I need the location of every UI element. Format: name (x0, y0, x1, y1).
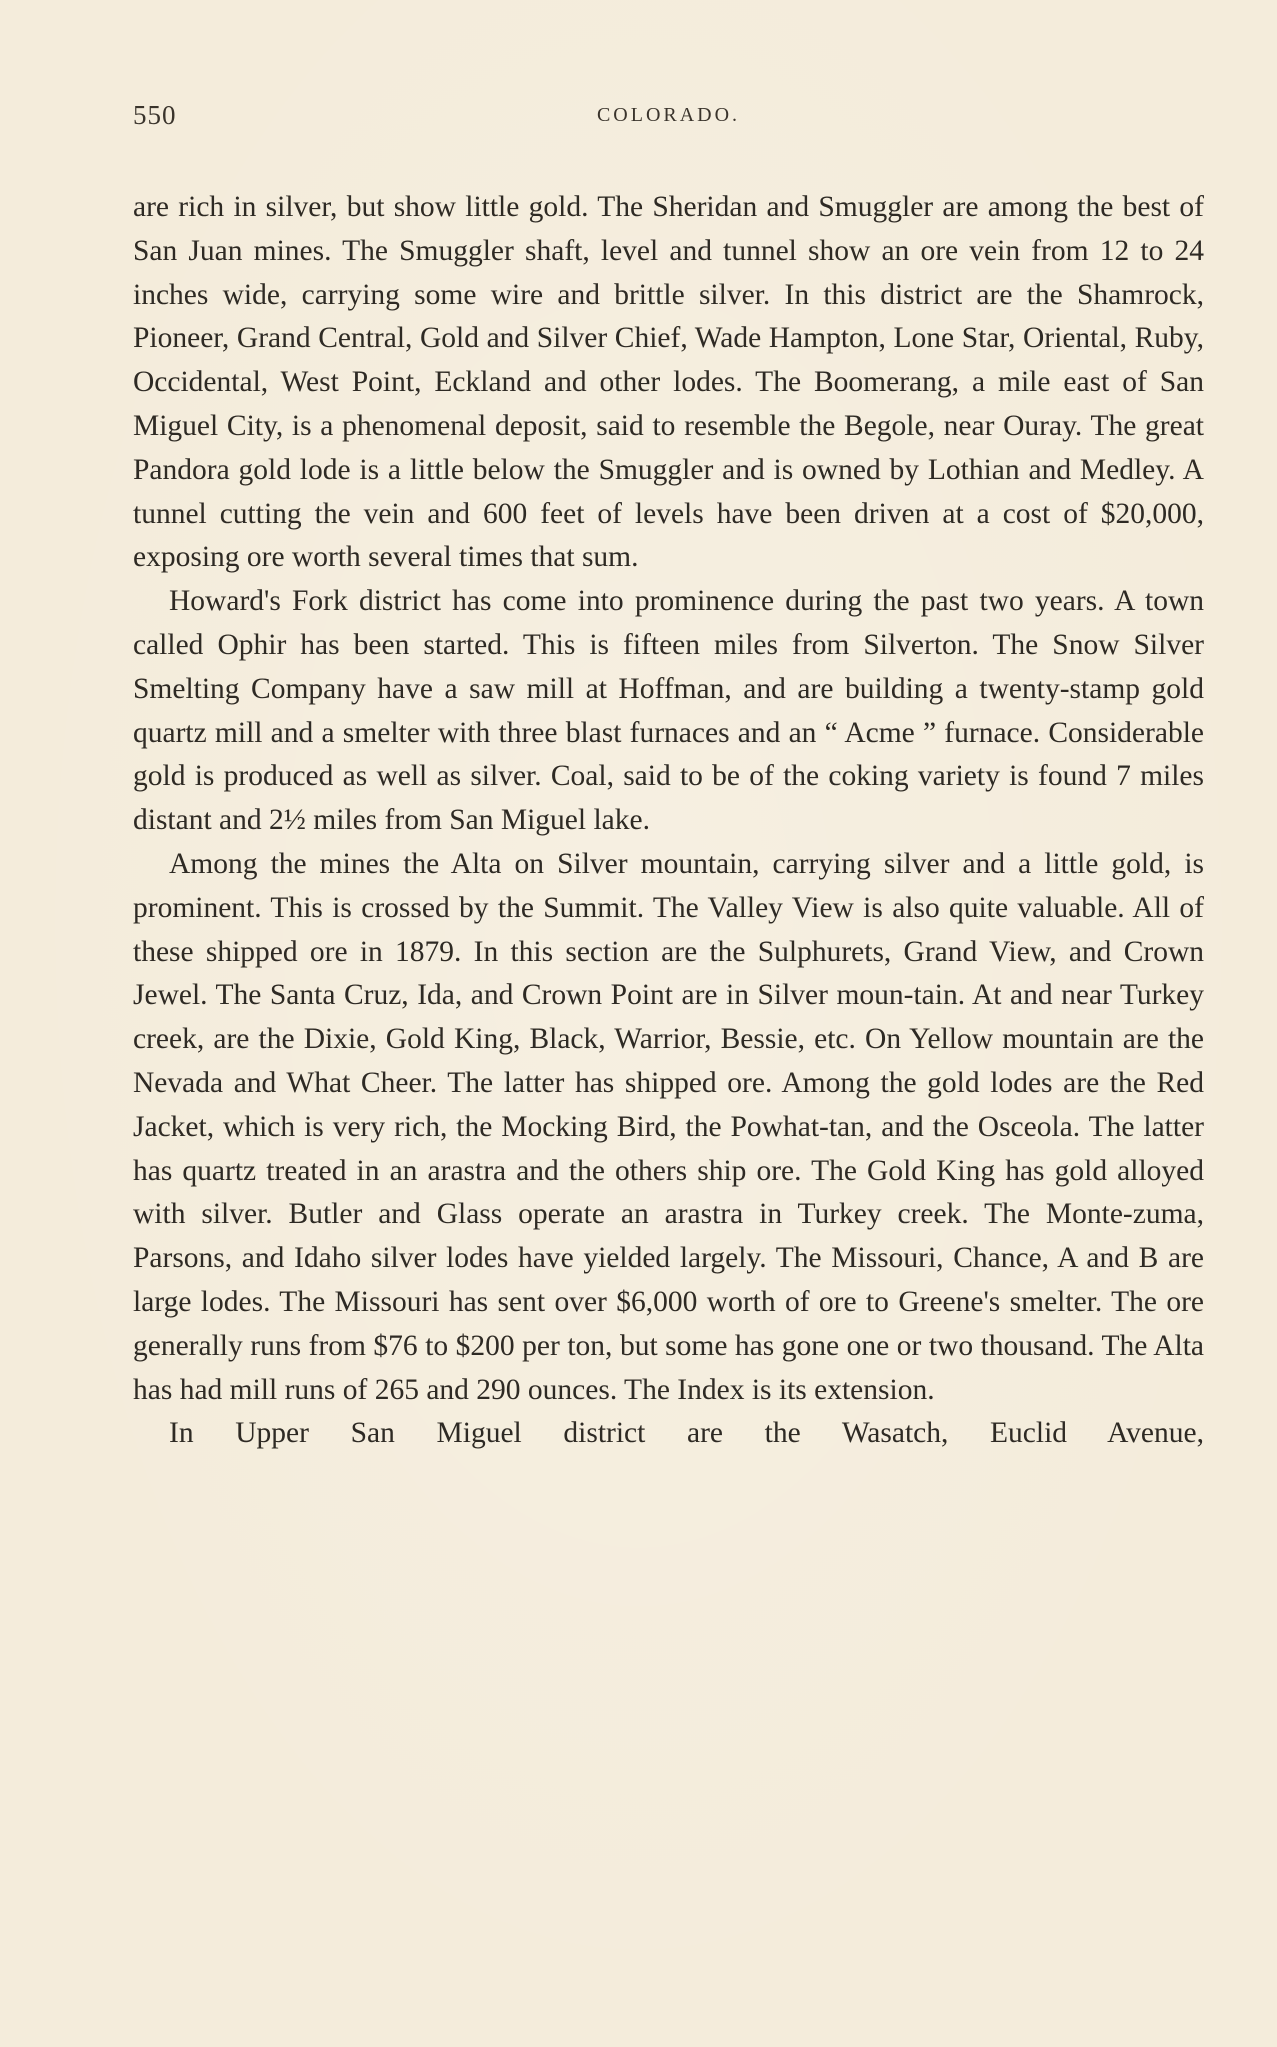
running-head: COLORADO. (596, 104, 741, 126)
page-header (133, 100, 1204, 140)
paragraph-upper-san-miguel: In Upper San Miguel district are the Wasatch, Euclid Avenue, (169, 1417, 1204, 1450)
paragraph-howards-fork: Howard's Fork district has come into prominence during the past two years. A town called Ophir has been started. This is fifteen miles from Silverton. The Snow Silver Smelting Company have a saw mill at Hoffman, and are building a twenty-stamp gold quartz mill and a smelter with three blast furnaces and an “ Acme ” furnace. Considerable gold is produced as well as silver. Coal, said to be of the coking variety is found 7 miles distant and 2½ miles from San Miguel lake. (133, 585, 1204, 837)
body-text (133, 186, 1204, 1456)
page-number: 550 (133, 100, 177, 130)
paragraph-mines-list: Among the mines the Alta on Silver mountain, carrying silver and a little gold, is prominent. This is crossed by the Summit. The Valley View is also quite valuable. All of these shipped ore in 1879. In this section are the Sulphurets, Grand View, and Crown Jewel. The Santa Cruz, Ida, and Crown Point are in Silver moun-tain. At and near Turkey creek, are the Dixie, Gold King, Black, Warrior, Bessie, etc. On Yellow mountain are the Nevada and What Cheer. The latter has shipped ore. Among the gold lodes are the Red Jacket, which is very rich, the Mocking Bird, the Powhat-tan, and the Osceola. The latter has quartz treated in an arastra and the others ship ore. The Gold King has gold alloyed with silver. Butler and Glass operate an arastra in Turkey creek. The Monte-zuma, Parsons, and Idaho silver lodes have yielded largely. The Missouri, Chance, A and B are large lodes. The Missouri has sent over $6,000 worth of ore to Greene's smelter. The ore generally runs from $76 to $200 per ton, but some has gone one or two thousand. The Alta has had mill runs of 265 and 290 ounces. The Index is its extension. (133, 847, 1204, 1406)
paragraph-continuation: are rich in silver, but show little gold. The Sheridan and Smuggler are among the best of San Juan mines. The Smuggler shaft, level and tunnel show an ore vein from 12 to 24 inches wide, carrying some wire and brittle silver. In this district are the Shamrock, Pioneer, Grand Central, Gold and Silver Chief, Wade Hampton, Lone Star, Oriental, Ruby, Occidental, West Point, Eckland and other lodes. The Boomerang, a mile east of San Miguel City, is a phenomenal deposit, said to resemble the Begole, near Ouray. The great Pandora gold lode is a little below the Smuggler and is owned by Lothian and Medley. A tunnel cutting the vein and 600 feet of levels have been driven at a cost of $20,000, exposing ore worth several times that sum. (133, 191, 1204, 574)
